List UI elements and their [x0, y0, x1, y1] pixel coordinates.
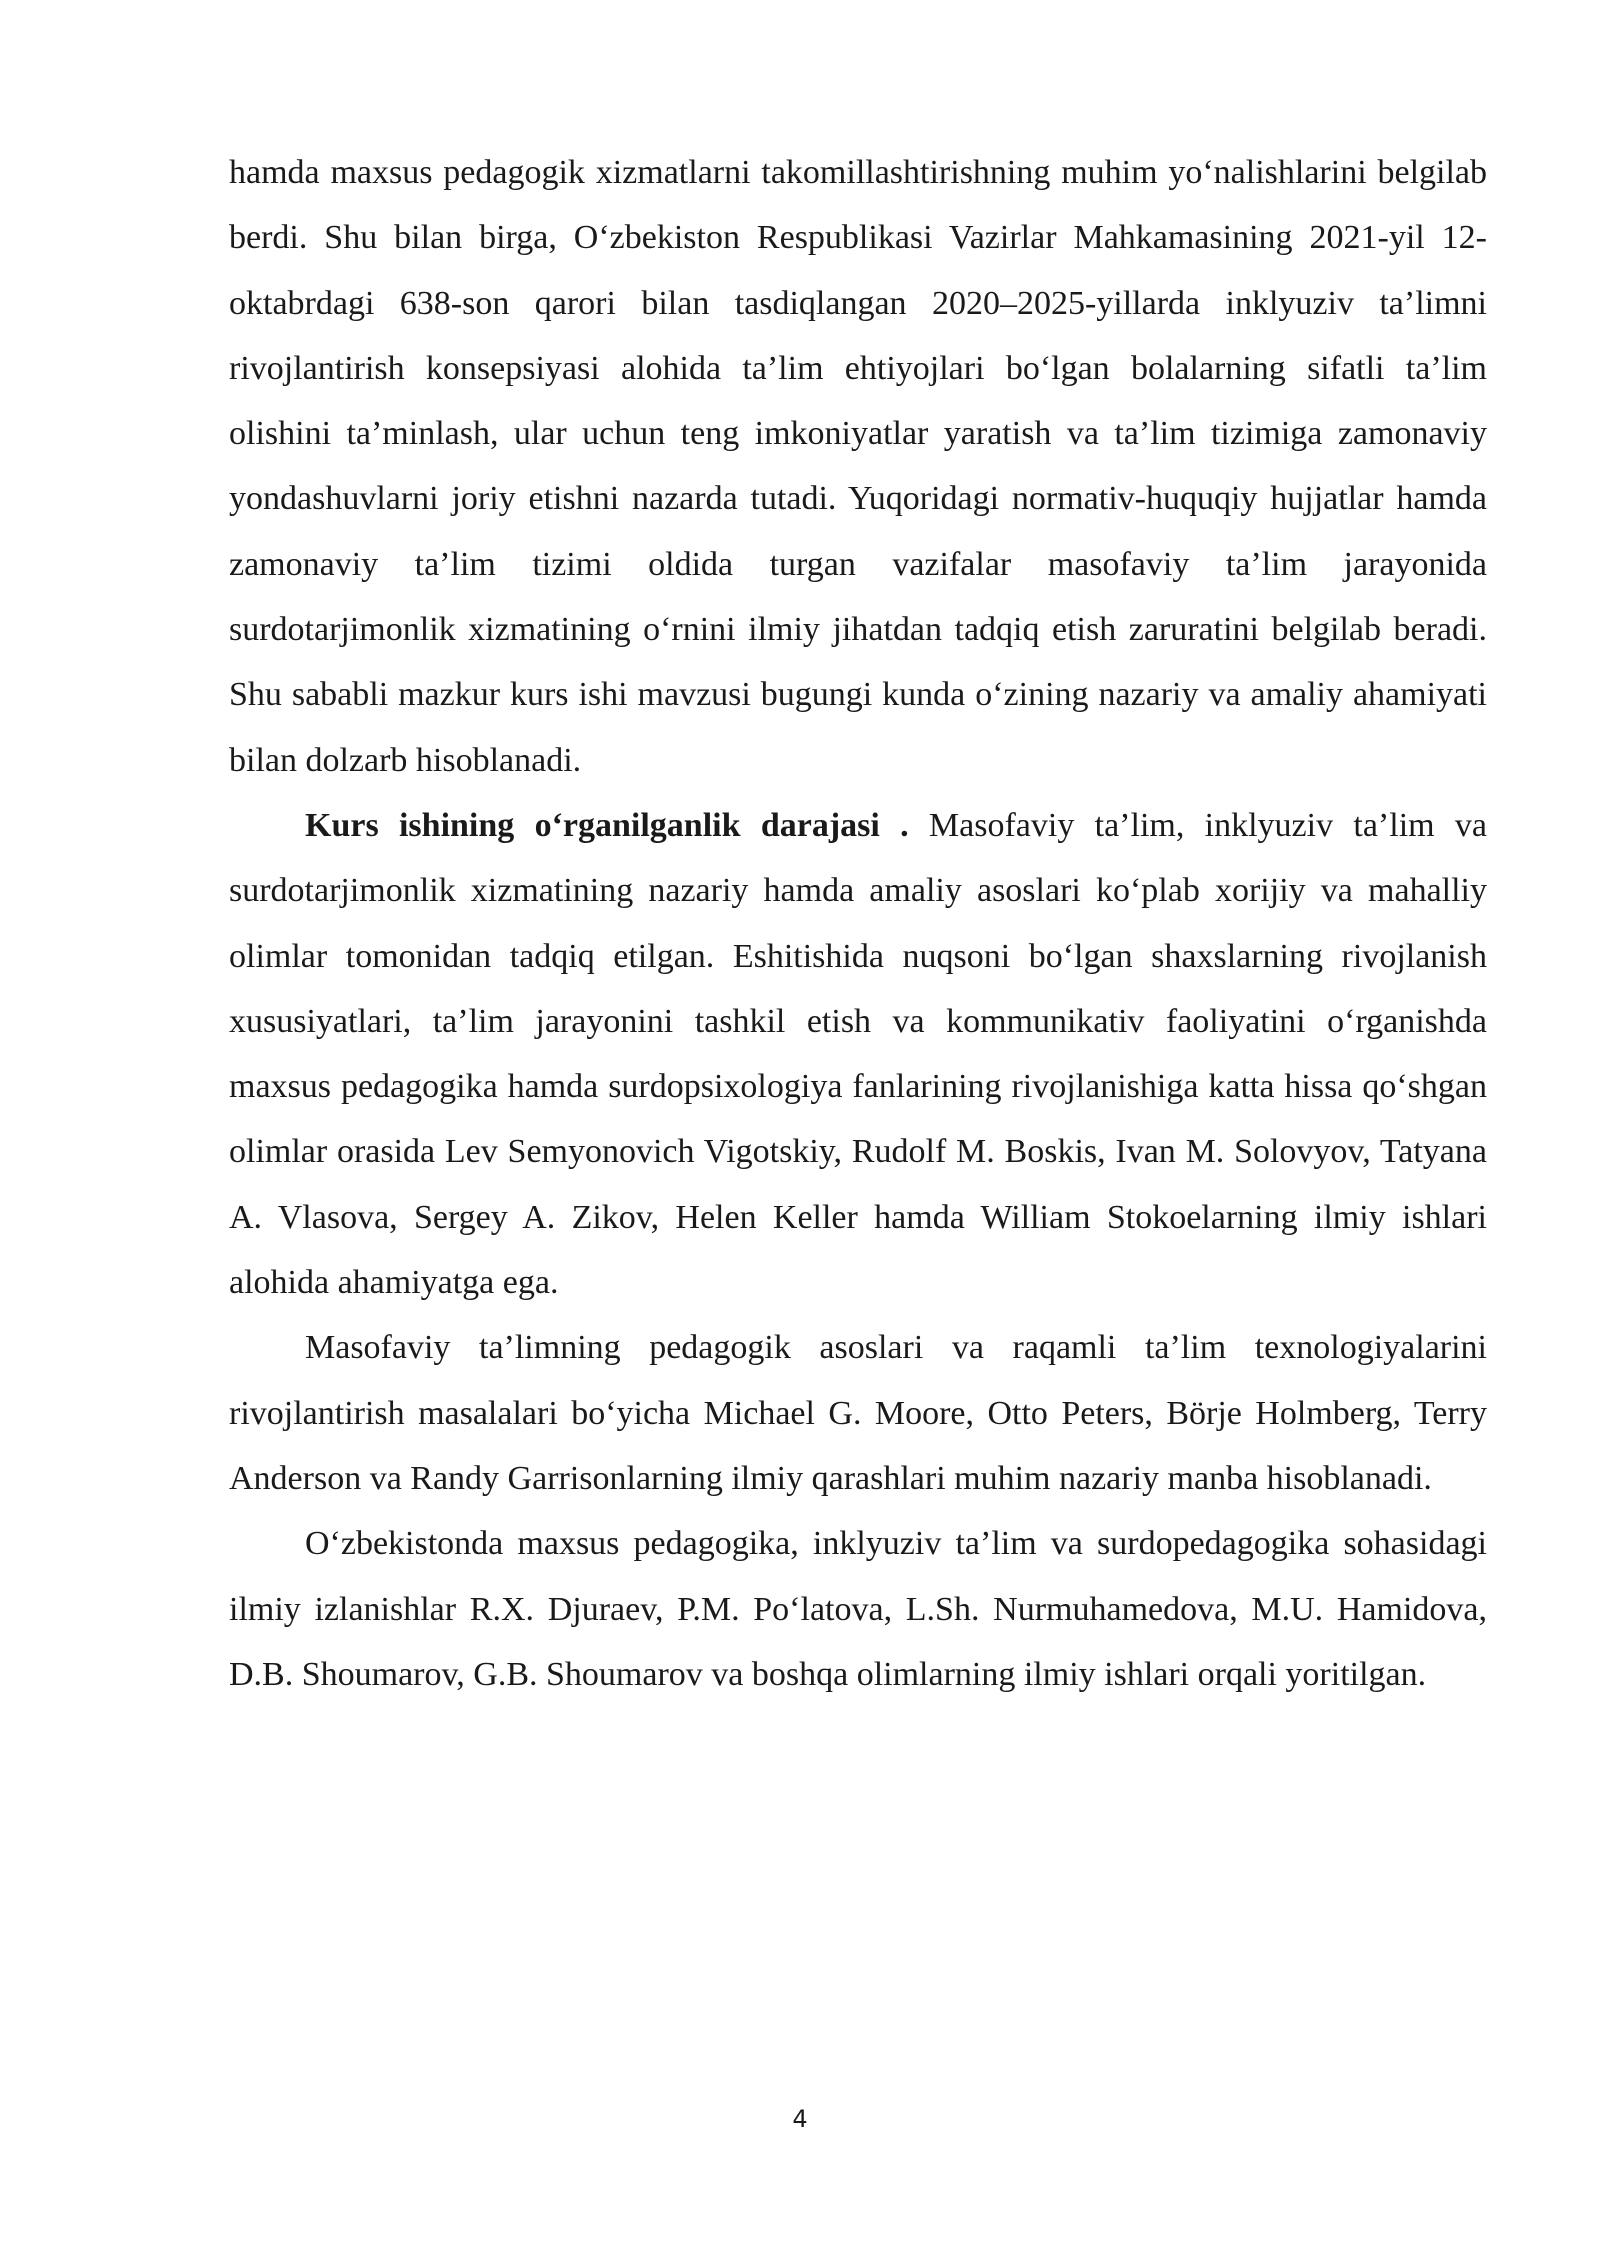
paragraph-research-level: [229, 793, 1487, 1315]
paragraph-continuation: [229, 140, 1487, 793]
paragraph-distance-learning: [229, 1315, 1487, 1511]
page-number: 4: [792, 2105, 808, 2133]
paragraph-uzbek-research: [229, 1511, 1487, 1707]
section-heading: Kurs ishining o‘rganilganlik darajasi .: [305, 806, 909, 844]
paragraph-text: Masofaviy ta’lim, inklyuziv ta’lim va surdotarjimonlik xizmatining nazariy hamda amaliy asoslari ko‘plab xorijiy va mahalliy olimlar tomonidan tadqiq etilgan. Eshitishida nuqsoni bo‘lgan shaxslarning rivojlanish xususiyatlari, ta’lim jarayonini tashkil etish va kommunikativ faoliyatini o‘rganishda maxsus pedagogika hamda surdopsixologiya fanlarining rivojlanishiga katta hissa qo‘shgan olimlar orasida Lev Semyonovich Vigotskiy, Rudolf M. Boskis, Ivan M. Solovyov, Tatyana A. Vlasova, Sergey A. Zikov, Helen Keller hamda William Stokoelarning ilmiy ishlari alohida ahamiyatga ega.: [229, 806, 1487, 1302]
paragraph-text: O‘zbekistonda maxsus pedagogika, inklyuziv ta’lim va surdopedagogika sohasidagi ilmiy izlanishlar R.X. Djuraev, P.M. Po‘latova, L.Sh. Nurmuhamedova, M.U. Hamidova, D.B. Shoumarov, G.B. Shoumarov va boshqa olimlarning ilmiy ishlari orqali yoritilgan.: [229, 1525, 1487, 1693]
body-text: [229, 140, 1487, 1707]
paragraph-text: Masofaviy ta’limning pedagogik asoslari va raqamli ta’lim texnologiyalarini rivojlantirish masalalari bo‘yicha Michael G. Moore, Otto Peters, Börje Holmberg, Terry Anderson va Randy Garrisonlarning ilmiy qarashlari muhim nazariy manba hisoblanadi.: [229, 1329, 1487, 1497]
paragraph-text: hamda maxsus pedagogik xizmatlarni takomillashtirishning muhim yo‘nalishlarini belgilab berdi. Shu bilan birga, O‘zbekiston Respublikasi Vazirlar Mahkamasining 2021-yil 12-oktabrdagi 638-son qarori bilan tasdiqlangan 2020–2025-yillarda inklyuziv ta’limni rivojlantirish konsepsiyasi alohida ta’lim ehtiyojlari bo‘lgan bolalarning sifatli ta’lim olishini ta’minlash, ular uchun teng imkoniyatlar yaratish va ta’lim tizimiga zamonaviy yondashuvlarni joriy etishni nazarda tutadi. Yuqoridagi normativ-huquqiy hujjatlar hamda zamonaviy ta’lim tizimi oldida turgan vazifalar masofaviy ta’lim jarayonida surdotarjimonlik xizmatining o‘rnini ilmiy jihatdan tadqiq etish zaruratini belgilab beradi. Shu sababli mazkur kurs ishi mavzusi bugungi kunda o‘zining nazariy va amaliy ahamiyati bilan dolzarb hisoblanadi.: [229, 154, 1487, 779]
